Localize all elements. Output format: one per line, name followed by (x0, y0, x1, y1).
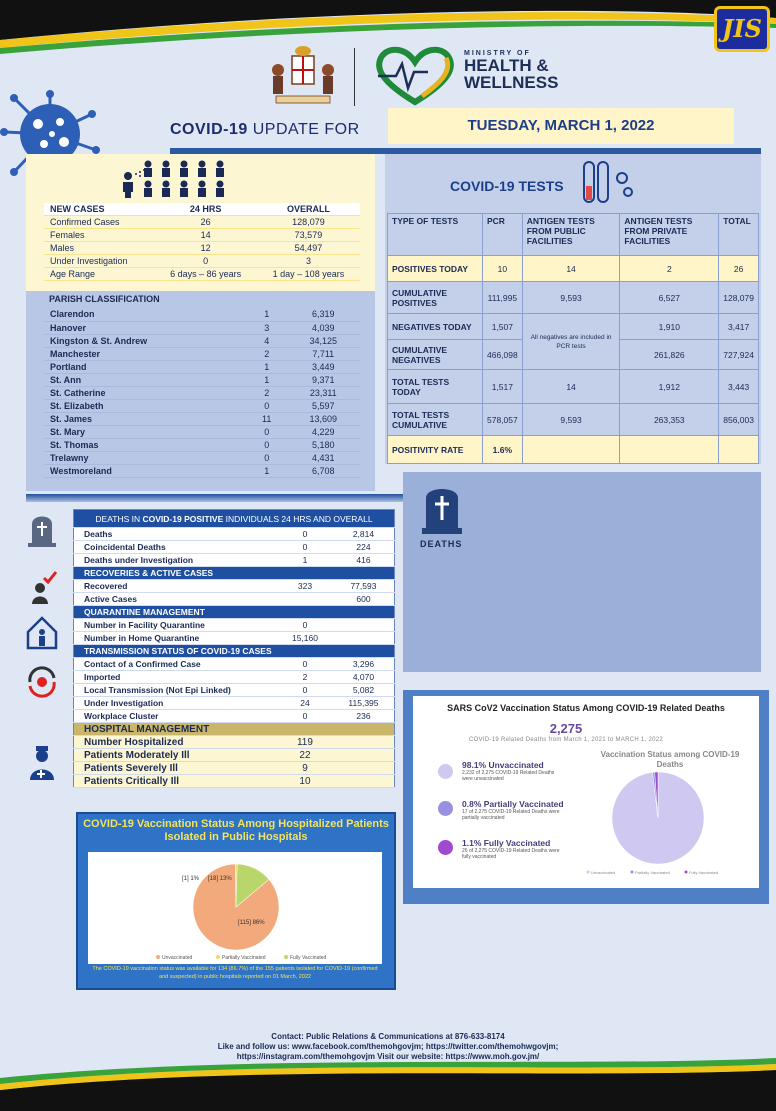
parish-overall: 7,711 (287, 347, 360, 360)
hospitalized-chart-footnote: The COVID-19 vaccination status was available for 134 (86.7%) of the 155 patients isolated for COVID-19 (confirmed and suspected) in public hospitals reported on 01 March, 2022 (92, 966, 378, 980)
parish-overall: 6,319 (287, 308, 360, 321)
col-antigen-private: ANTIGEN TESTS FROM PRIVATE FACILITIES (620, 214, 719, 256)
row-label: Contact of a Confirmed Case (74, 658, 278, 671)
row-24hrs: 9 (277, 762, 333, 775)
parish-name: Manchester (44, 347, 247, 360)
row-24hrs: 0 (277, 710, 333, 723)
table-row (74, 632, 395, 645)
row-private: 2 (620, 256, 719, 282)
ministry-line2: WELLNESS (464, 73, 559, 92)
table-row (44, 451, 360, 464)
row-24hrs: 6 days – 86 years (154, 268, 256, 281)
sars-pie-title: Vaccination Status among COVID-19 Deaths (600, 750, 740, 769)
test-tube-icon (578, 160, 638, 208)
sars-legend-fully: Fully Vaccinated (689, 870, 719, 875)
row-overall: 1 day – 108 years (257, 268, 360, 281)
ministry-of-label: MINISTRY OF (464, 50, 531, 57)
table-row (74, 775, 395, 788)
table-row (74, 541, 395, 554)
table-row (44, 268, 360, 281)
row-label: Patients Critically Ill (74, 775, 278, 788)
row-24hrs (277, 593, 333, 606)
parish-24hrs: 1 (247, 464, 287, 477)
parish-overall: 6,708 (287, 464, 360, 477)
unvaccinated-desc: 2,232 of 2,275 COVID-19 Related Deaths were unvaccinated (462, 770, 555, 782)
parish-overall: 3,449 (287, 360, 360, 373)
table-row (74, 593, 395, 606)
deaths-title-pre: DEATHS IN (95, 513, 143, 524)
parish-name: Westmoreland (44, 464, 247, 477)
row-label: Deaths (74, 528, 278, 541)
hospitalized-chart-title: COVID-19 Vaccination Status Among Hospitalized Patients Isolated in Public Hospitals (83, 818, 389, 843)
row-total (719, 436, 759, 464)
parish-24hrs: 0 (247, 425, 287, 438)
sars-chart-title: SARS CoV2 Vaccination Status Among COVID-19 Related Deaths (447, 703, 725, 713)
row-label: Number in Home Quarantine (74, 632, 278, 645)
row-overall: 416 (333, 554, 395, 567)
row-label: Patients Moderately Ill (74, 749, 278, 762)
table-row (74, 554, 395, 567)
parish-name: Portland (44, 360, 247, 373)
row-overall: 115,395 (333, 697, 395, 710)
row-overall: 54,497 (257, 242, 360, 255)
section-header (74, 723, 395, 736)
transmission-cycle-icon (24, 664, 60, 700)
row-label: Number Hospitalized (74, 736, 278, 749)
row-24hrs: 15,160 (277, 632, 333, 645)
parish-name: Clarendon (44, 308, 247, 321)
unvaccinated-pct: 98.1% Unvaccinated (462, 760, 544, 770)
row-label: Confirmed Cases (44, 216, 154, 229)
table-row (44, 308, 360, 321)
table-row (44, 242, 360, 255)
fully-pct: 1.1% Fully Vaccinated (462, 838, 551, 848)
nurse-icon (24, 744, 60, 780)
sars-legend-dot-unvaccinated (587, 871, 590, 874)
partial-pct: 0.8% Partially Vaccinated (462, 799, 564, 809)
deaths-title-post: INDIVIDUALS 24 HRS AND OVERALL (223, 513, 373, 524)
legend-dot-partial (216, 955, 220, 959)
col-type: TYPE OF TESTS (388, 214, 483, 256)
quarantine-title: QUARANTINE MANAGEMENT (74, 606, 395, 619)
partial-dot (438, 801, 453, 816)
table-row (74, 619, 395, 632)
tests-header-row (388, 214, 759, 256)
col-overall: OVERALL (257, 203, 360, 216)
row-label: Number in Facility Quarantine (74, 619, 278, 632)
row-pcr: 466,098 (483, 340, 523, 370)
row-label: POSITIVITY RATE (388, 436, 483, 464)
row-pcr: 10 (483, 256, 523, 282)
row-public: 9,593 (522, 282, 620, 314)
sars-death-count: 2,275 (549, 721, 583, 736)
row-label: Females (44, 229, 154, 242)
recovered-person-icon (24, 570, 60, 606)
parish-overall: 5,597 (287, 399, 360, 412)
home-quarantine-icon (24, 614, 60, 650)
parish-overall: 34,125 (287, 334, 360, 347)
parish-24hrs: 11 (247, 412, 287, 425)
row-24hrs: 22 (277, 749, 333, 762)
section-header (74, 606, 395, 619)
parish-name: Kingston & St. Andrew (44, 334, 247, 347)
parish-overall: 9,371 (287, 373, 360, 386)
parish-title: PARISH CLASSIFICATION (49, 294, 160, 304)
row-public: 9,593 (522, 404, 620, 436)
row-total: 727,924 (719, 340, 759, 370)
ministry-wordmark (464, 50, 558, 91)
parish-24hrs: 0 (247, 451, 287, 464)
row-overall: 236 (333, 710, 395, 723)
row-24hrs: 0 (277, 658, 333, 671)
col-pcr: PCR (483, 214, 523, 256)
tests-title: COVID-19 TESTS (450, 178, 564, 194)
table-row (44, 347, 360, 360)
parish-24hrs: 3 (247, 321, 287, 334)
table-row (74, 671, 395, 684)
hospitalized-pie-chart (88, 852, 382, 964)
row-label: Deaths under Investigation (74, 554, 278, 567)
row-overall: 3,296 (333, 658, 395, 671)
table-row (74, 658, 395, 671)
table-row (44, 216, 360, 229)
table-row (388, 370, 759, 404)
row-label: Males (44, 242, 154, 255)
table-row (74, 697, 395, 710)
jis-logo: JIS (714, 6, 770, 52)
row-24hrs: 119 (277, 736, 333, 749)
row-24hrs: 24 (277, 697, 333, 710)
row-label: Age Range (44, 268, 154, 281)
row-24hrs: 0 (277, 684, 333, 697)
sars-pie-chart (591, 768, 740, 880)
row-overall: 224 (333, 541, 395, 554)
row-24hrs: 12 (154, 242, 256, 255)
row-label: TOTAL TESTS CUMULATIVE (388, 404, 483, 436)
table-row (74, 749, 395, 762)
update-title-rest: UPDATE FOR (247, 121, 360, 138)
table-row (44, 229, 360, 242)
ministry-heart-logo-icon (372, 46, 458, 106)
table-row (44, 399, 360, 412)
slice-label-fully: [18] 13% (208, 876, 232, 882)
col-new-cases: NEW CASES (44, 203, 154, 216)
slice-label-partial: [1] 1% (182, 876, 200, 882)
tombstone-icon (420, 480, 464, 536)
row-label: POSITIVES TODAY (388, 256, 483, 282)
table-row (74, 684, 395, 697)
parish-24hrs: 0 (247, 438, 287, 451)
col-24hrs: 24 HRS (154, 203, 256, 216)
parish-24hrs: 1 (247, 360, 287, 373)
legend-dot-fully (284, 955, 288, 959)
table-row (388, 256, 759, 282)
parish-overall: 4,039 (287, 321, 360, 334)
row-private: 1,910 (620, 314, 719, 340)
parish-24hrs: 0 (247, 399, 287, 412)
parish-24hrs: 2 (247, 347, 287, 360)
legend-unvaccinated: Unvaccinated (162, 955, 193, 961)
row-total: 128,079 (719, 282, 759, 314)
table-row (44, 255, 360, 268)
row-label: Imported (74, 671, 278, 684)
parish-name: Trelawny (44, 451, 247, 464)
row-overall: 77,593 (333, 580, 395, 593)
row-pcr: 1.6% (483, 436, 523, 464)
row-total: 26 (719, 256, 759, 282)
row-24hrs: 14 (154, 229, 256, 242)
sars-legend-dot-fully (685, 871, 688, 874)
legend-fully: Fully Vaccinated (290, 955, 327, 961)
row-public: 14 (522, 370, 620, 404)
table-row (388, 436, 759, 464)
hospitalized-chart-area (88, 852, 382, 964)
parish-name: St. Elizabeth (44, 399, 247, 412)
sars-legend-partial: Partially Vaccinated (635, 870, 670, 875)
sars-legend-unvaccinated: Unvaccinated (591, 870, 616, 875)
deaths-title (74, 510, 395, 528)
parish-overall: 23,311 (287, 386, 360, 399)
row-pcr: 1,517 (483, 370, 523, 404)
row-private: 263,353 (620, 404, 719, 436)
grave-icon (24, 512, 60, 548)
transmission-title: TRANSMISSION STATUS OF COVID-19 CASES (74, 645, 395, 658)
table-row (388, 282, 759, 314)
parish-name: Hanover (44, 321, 247, 334)
parish-overall: 13,609 (287, 412, 360, 425)
people-group-icon (140, 160, 290, 200)
slice-label-unvaccinated: [115] 86% (238, 920, 265, 926)
parish-24hrs: 1 (247, 373, 287, 386)
row-private: 261,826 (620, 340, 719, 370)
row-label: Patients Severely Ill (74, 762, 278, 775)
deaths-title-row (74, 510, 395, 528)
parish-name: St. James (44, 412, 247, 425)
row-label: Local Transmission (Not Epi Linked) (74, 684, 278, 697)
row-24hrs: 0 (277, 541, 333, 554)
legend-partial: Partially Vaccinated (222, 955, 266, 961)
update-title (170, 121, 360, 139)
table-row (44, 464, 360, 477)
parish-24hrs: 1 (247, 308, 287, 321)
row-label: Under Investigation (44, 255, 154, 268)
row-label: Recovered (74, 580, 278, 593)
deaths-table (73, 509, 395, 788)
col-total: TOTAL (719, 214, 759, 256)
table-row (44, 334, 360, 347)
row-24hrs: 323 (277, 580, 333, 593)
hospital-title: HOSPITAL MANAGEMENT (74, 723, 395, 736)
report-date: TUESDAY, MARCH 1, 2022 (388, 108, 734, 144)
row-public: 14 (522, 256, 620, 282)
fully-desc: 26 of 2,275 COVID-19 Related Deaths were fully vaccinated (462, 848, 560, 860)
fully-dot (438, 840, 453, 855)
contact-line1: Contact: Public Relations & Communications at 876-633-8174 (271, 1032, 505, 1041)
row-total: 3,417 (719, 314, 759, 340)
row-overall (333, 632, 395, 645)
row-private: 1,912 (620, 370, 719, 404)
table-row (44, 360, 360, 373)
col-antigen-public: ANTIGEN TESTS FROM PUBLIC FACILITIES (522, 214, 620, 256)
deaths-title-bold: COVID-19 POSITIVE (142, 513, 224, 524)
sars-legend-dot-partial (631, 871, 634, 874)
row-label: Coincidental Deaths (74, 541, 278, 554)
table-row (74, 580, 395, 593)
row-24hrs: 1 (277, 554, 333, 567)
parish-overall: 4,229 (287, 425, 360, 438)
row-total: 856,003 (719, 404, 759, 436)
row-overall: 3 (257, 255, 360, 268)
row-label: TOTAL TESTS TODAY (388, 370, 483, 404)
row-24hrs: 0 (154, 255, 256, 268)
row-label: NEGATIVES TODAY (388, 314, 483, 340)
negatives-note: All negatives are included in PCR tests (522, 314, 620, 370)
parish-name: St. Ann (44, 373, 247, 386)
row-overall: 600 (333, 593, 395, 606)
ministry-line1: HEALTH & (464, 56, 549, 75)
parish-name: St. Catherine (44, 386, 247, 399)
new-cases-header-row (44, 203, 360, 216)
row-public (522, 436, 620, 464)
table-row (74, 736, 395, 749)
section-header (74, 567, 395, 580)
coat-of-arms-icon (266, 42, 340, 108)
recoveries-title: RECOVERIES & ACTIVE CASES (74, 567, 395, 580)
deaths-side-label: DEATHS (420, 539, 463, 549)
row-overall (333, 619, 395, 632)
row-private: 6,527 (620, 282, 719, 314)
parish-name: St. Thomas (44, 438, 247, 451)
row-24hrs: 0 (277, 619, 333, 632)
row-label: CUMULATIVE NEGATIVES (388, 340, 483, 370)
table-row (74, 528, 395, 541)
table-row (74, 710, 395, 723)
row-overall: 2,814 (333, 528, 395, 541)
row-overall: 128,079 (257, 216, 360, 229)
contact-website-links[interactable]: https://instagram.com/themohgovjm Visit our website: https://www.moh.gov.jm/ (236, 1052, 540, 1061)
contact-footer (150, 1032, 626, 1062)
row-overall: 73,579 (257, 229, 360, 242)
table-row (44, 438, 360, 451)
table-row (44, 386, 360, 399)
row-24hrs: 10 (277, 775, 333, 788)
parish-24hrs: 4 (247, 334, 287, 347)
row-24hrs: 0 (277, 528, 333, 541)
logo-divider (354, 48, 355, 106)
parish-table (44, 308, 360, 478)
partial-desc: 17 of 2,275 COVID-19 Related Deaths were partially vaccinated (462, 809, 560, 821)
tests-table (387, 213, 759, 464)
table-row (388, 404, 759, 436)
parish-overall: 5,180 (287, 438, 360, 451)
table-row (44, 425, 360, 438)
row-24hrs: 26 (154, 216, 256, 229)
row-24hrs: 2 (277, 671, 333, 684)
parish-overall: 4,431 (287, 451, 360, 464)
row-pcr: 1,507 (483, 314, 523, 340)
row-overall: 4,070 (333, 671, 395, 684)
update-title-bold: COVID-19 (170, 121, 248, 138)
row-total: 3,443 (719, 370, 759, 404)
section-header (74, 645, 395, 658)
row-label: Under Investigation (74, 697, 278, 710)
table-row (388, 314, 759, 340)
row-label: CUMULATIVE POSITIVES (388, 282, 483, 314)
legend-dot-unvaccinated (156, 955, 160, 959)
table-row (44, 412, 360, 425)
parish-name: St. Mary (44, 425, 247, 438)
row-overall: 5,082 (333, 684, 395, 697)
table-row (44, 373, 360, 386)
row-pcr: 578,057 (483, 404, 523, 436)
sars-subtitle: COVID-19 Related Deaths from March 1, 2021 to MARCH 1, 2022 (468, 737, 664, 743)
table-row (44, 321, 360, 334)
row-label: Workplace Cluster (74, 710, 278, 723)
row-pcr: 111,995 (483, 282, 523, 314)
row-private (620, 436, 719, 464)
parish-24hrs: 2 (247, 386, 287, 399)
table-row (74, 762, 395, 775)
row-label: Active Cases (74, 593, 278, 606)
unvaccinated-dot (438, 764, 453, 779)
new-cases-table (44, 203, 360, 281)
contact-social-links[interactable]: Like and follow us: www.facebook.com/themohgovjm; https://twitter.com/themohwgovjm; (217, 1042, 559, 1051)
